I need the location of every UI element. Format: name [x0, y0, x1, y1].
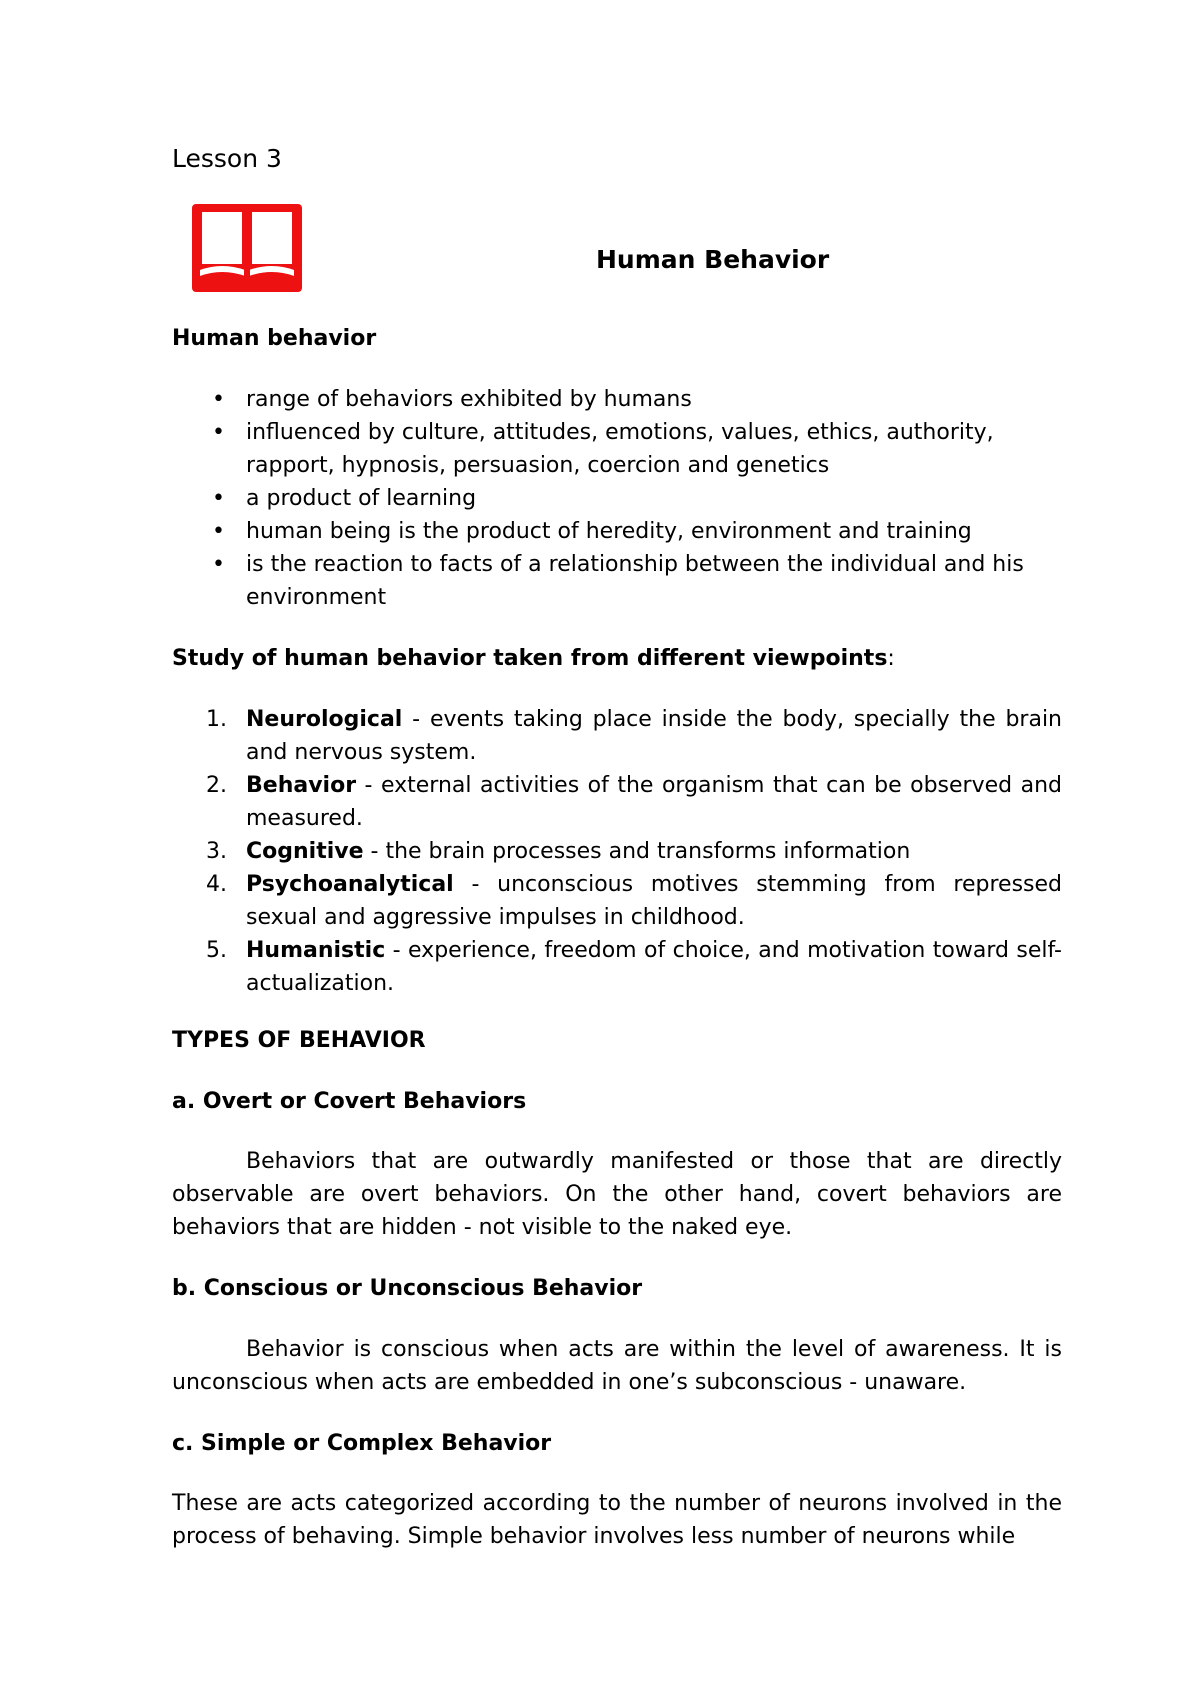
paragraph-conscious-unconscious: Behavior is conscious when acts are within the level of awareness. It is unconscious when acts are embedded in one’s subconscious - unaware. [172, 1337, 1062, 1395]
viewpoint-term: Behavior [246, 773, 357, 798]
viewpoint-item [172, 868, 1062, 934]
bullet-item: • influenced by culture, attitudes, emotions, values, ethics, authority, rapport, hypnosis, persuasion, coercion and genetics [172, 416, 1062, 482]
bullet-item: • human being is the product of heredity, environment and training [172, 515, 1062, 548]
viewpoint-term: Humanistic [246, 938, 386, 963]
item-number: 4. [206, 872, 227, 897]
bullet-item: • is the reaction to facts of a relationship between the individual and his environment [172, 548, 1062, 614]
lesson-label: Lesson 3 [172, 144, 282, 173]
section-heading-viewpoints [172, 642, 895, 675]
viewpoints-numbered-list [172, 703, 1062, 1000]
paragraph-overt-covert: Behaviors that are outwardly manifested or those that are directly observable are overt behaviors. On the other hand, covert behaviors are behaviors that are hidden - not visible to the naked eye. [172, 1149, 1062, 1240]
document-title: Human Behavior [596, 245, 830, 274]
viewpoints-heading-colon: : [887, 646, 895, 671]
item-number: 3. [206, 839, 227, 864]
book-icon [192, 204, 302, 292]
viewpoint-item [172, 934, 1062, 1000]
subheading-overt-covert: a. Overt or Covert Behaviors [172, 1089, 527, 1114]
viewpoint-item [172, 769, 1062, 835]
paragraph-simple-complex: These are acts categorized according to the number of neurons involved in the process of behaving. Simple behavior involves less number of neurons while [172, 1491, 1062, 1549]
item-number: 5. [206, 938, 227, 963]
viewpoint-description: - experience, freedom of choice, and motivation toward self-actualization. [246, 938, 1062, 996]
viewpoints-heading-text: Study of human behavior taken from different viewpoints [172, 646, 888, 671]
viewpoint-description: - unconscious motives stemming from repressed sexual and aggressive impulses in childhood. [246, 872, 1062, 930]
section-heading-human-behavior: Human behavior [172, 326, 377, 351]
viewpoint-term: Cognitive [246, 839, 364, 864]
subheading-simple-complex: c. Simple or Complex Behavior [172, 1431, 552, 1456]
viewpoint-term: Psychoanalytical [246, 872, 454, 897]
viewpoint-term: Neurological [246, 707, 403, 732]
types-of-behavior-heading: TYPES OF BEHAVIOR [172, 1028, 426, 1053]
bullet-item: • a product of learning [172, 482, 1062, 515]
viewpoint-description: - external activities of the organism that can be observed and measured. [246, 773, 1062, 831]
human-behavior-bullet-list [172, 383, 1062, 614]
viewpoint-item [172, 835, 1062, 868]
subheading-conscious-unconscious: b. Conscious or Unconscious Behavior [172, 1276, 643, 1301]
viewpoint-description: - events taking place inside the body, specially the brain and nervous system. [246, 707, 1062, 765]
item-number: 1. [206, 707, 227, 732]
bullet-item: • range of behaviors exhibited by humans [172, 383, 1062, 416]
viewpoint-item [172, 703, 1062, 769]
item-number: 2. [206, 773, 227, 798]
viewpoint-description: - the brain processes and transforms information [363, 839, 911, 864]
